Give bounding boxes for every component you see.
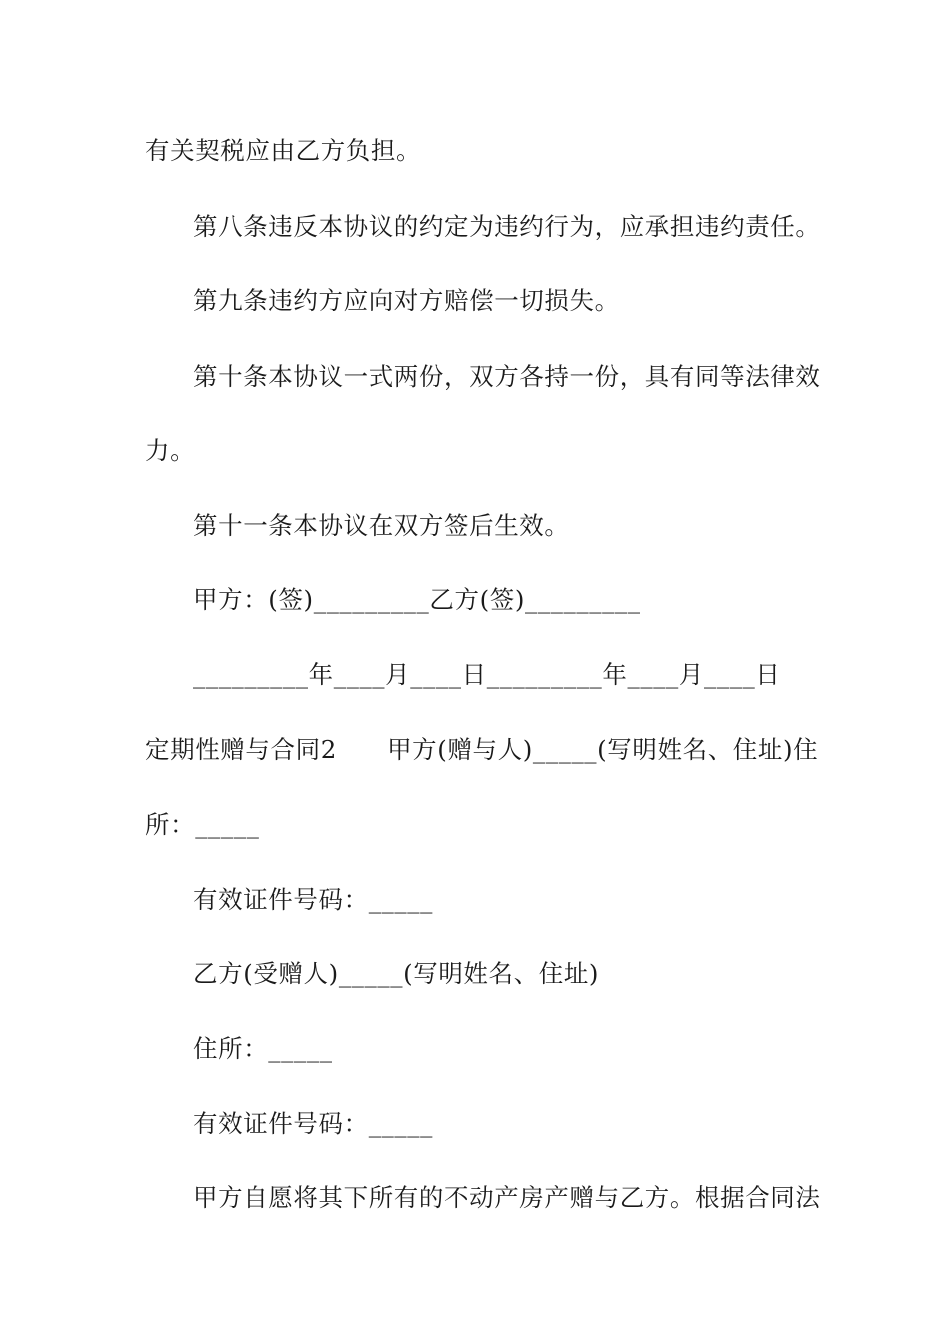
party-a-id-number: 有效证件号码：_____ [193,885,433,914]
clause-9: 第九条违约方应向对方赔偿一切损失。 [193,286,620,315]
date-line: _________年____月____日_________年____月____日 [193,660,781,689]
party-b-info: 乙方(受赠人)_____(写明姓名、住址) [193,959,600,988]
contract-2-heading: 定期性赠与合同2 甲方(赠与人)_____(写明姓名、住址)住 [145,735,819,764]
clause-10-continuation: 力。 [145,436,196,465]
party-a-residence: 所：_____ [145,810,260,839]
signature-line: 甲方：(签)_________乙方(签)_________ [193,585,641,614]
party-b-residence: 住所：_____ [193,1034,333,1063]
clause-10: 第十条本协议一式两份，双方各持一份，具有同等法律效 [193,362,821,391]
clause-8: 第八条违反本协议的约定为违约行为，应承担违约责任。 [193,212,821,241]
party-b-id-number: 有效证件号码：_____ [193,1109,433,1138]
clause-7-continuation: 有关契税应由乙方负担。 [145,136,422,165]
clause-11: 第十一条本协议在双方签后生效。 [193,511,570,540]
gift-statement: 甲方自愿将其下所有的不动产房产赠与乙方。根据合同法 [193,1183,821,1212]
